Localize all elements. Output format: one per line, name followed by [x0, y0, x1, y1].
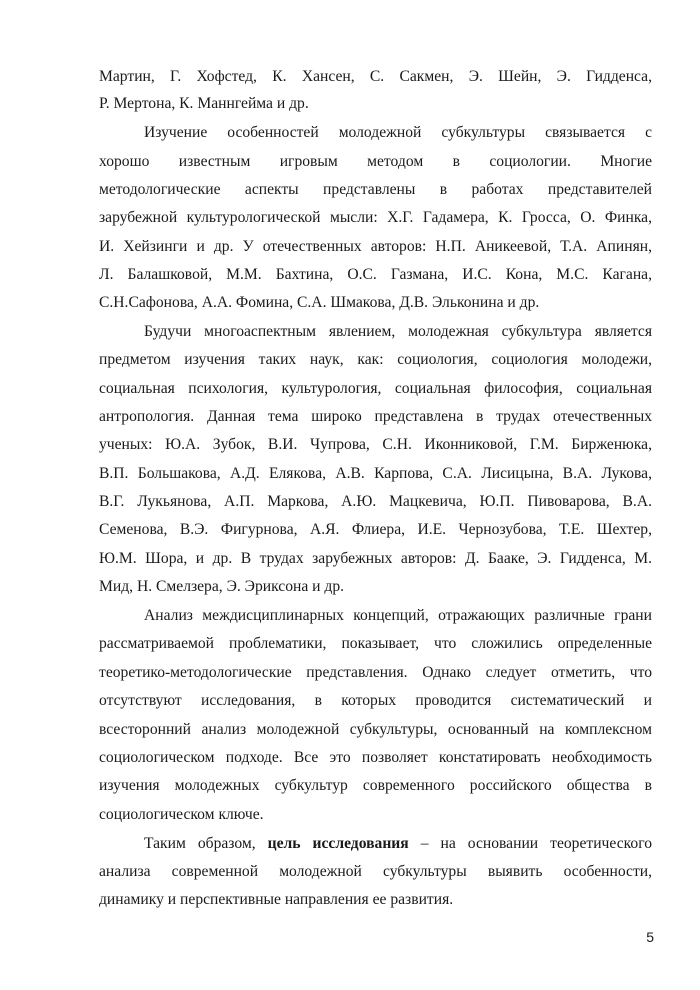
text-line: Мартин, Г. Хофстед, К. Хансен, С. Сакмен, Э. Шейн, Э. Гидденса, — [99, 68, 652, 85]
text-line: Мид, Н. Смелзера, Э. Эриксона и др. — [99, 578, 345, 595]
text-line: И. Хейзинги и др. У отечественных авторов: Н.П. Аникеевой, Т.А. Апинян, — [99, 238, 652, 255]
text-line: предметом изучения таких наук, как: социология, социология молодежи, — [99, 351, 652, 368]
text-line: изучения молодежных субкультур современного российского общества в — [99, 777, 652, 794]
text-line: социальная психология, культурология, социальная философия, социальная — [99, 380, 652, 397]
page-number: 5 — [646, 929, 654, 945]
text-line: В.Г. Лукьянова, А.П. Маркова, А.Ю. Мацкевича, Ю.П. Пивоварова, В.А. — [99, 493, 652, 510]
paragraph-first-line — [144, 834, 652, 854]
text-line: зарубежной культурологической мысли: Х.Г. Гадамера, К. Гросса, О. Финка, — [99, 209, 652, 226]
text-line: социологическом ключе. — [99, 806, 264, 823]
paragraph-first-line: Изучение особенностей молодежной субкультуры связывается с — [144, 124, 652, 141]
text-line: социологическом подходе. Все это позволяет констатировать необходимость — [99, 749, 652, 766]
text-line: ученых: Ю.А. Зубок, В.И. Чупрова, С.Н. Иконниковой, Г.М. Бирженюка, — [99, 436, 652, 453]
text-run: – на основании теоретического — [408, 835, 652, 852]
paragraph-first-line: Будучи многоаспектным явлением, молодежная субкультура является — [144, 323, 652, 340]
text-line: динамику и перспективные направления ее развития. — [99, 891, 454, 908]
text-line: В.П. Большакова, А.Д. Елякова, А.В. Карпова, С.А. Лисицына, В.А. Лукова, — [99, 465, 652, 482]
text-line: методологические аспекты представлены в работах представителей — [99, 181, 652, 198]
text-line: теоретико-методологические представления. Однако следует отметить, что — [99, 664, 652, 681]
text-line: всесторонний анализ молодежной субкультуры, основанный на комплексном — [99, 721, 652, 738]
text-line: Ю.М. Шора, и др. В трудах зарубежных авторов: Д. Бааке, Э. Гидденса, М. — [99, 550, 652, 567]
text-line: отсутствуют исследования, в которых проводится систематический и — [99, 692, 652, 709]
text-line: Р. Мертона, К. Маннгейма и др. — [99, 95, 309, 112]
text-line: Семенова, В.Э. Фигурнова, А.Я. Флиера, И.Е. Чернозубова, Т.Е. Шехтер, — [99, 521, 652, 538]
emphasis-research-goal: цель исследования — [267, 835, 409, 852]
text-run: Таким образом, — [144, 835, 268, 852]
text-line: Л. Балашковой, М.М. Бахтина, О.С. Газмана, И.С. Кона, М.С. Кагана, — [99, 266, 652, 283]
text-line: хорошо известным игровым методом в социологии. Многие — [99, 153, 652, 170]
text-line: антропология. Данная тема широко представлена в трудах отечественных — [99, 408, 652, 425]
text-line: анализа современной молодежной субкультуры выявить особенности, — [99, 863, 652, 880]
paragraph-first-line: Анализ междисциплинарных концепций, отражающих различные грани — [144, 607, 652, 624]
text-line: рассматриваемой проблематики, показывает, что сложились определенные — [99, 635, 652, 652]
text-line: С.Н.Сафонова, А.А. Фомина, С.А. Шмакова, Д.В. Эльконина и др. — [99, 294, 540, 311]
